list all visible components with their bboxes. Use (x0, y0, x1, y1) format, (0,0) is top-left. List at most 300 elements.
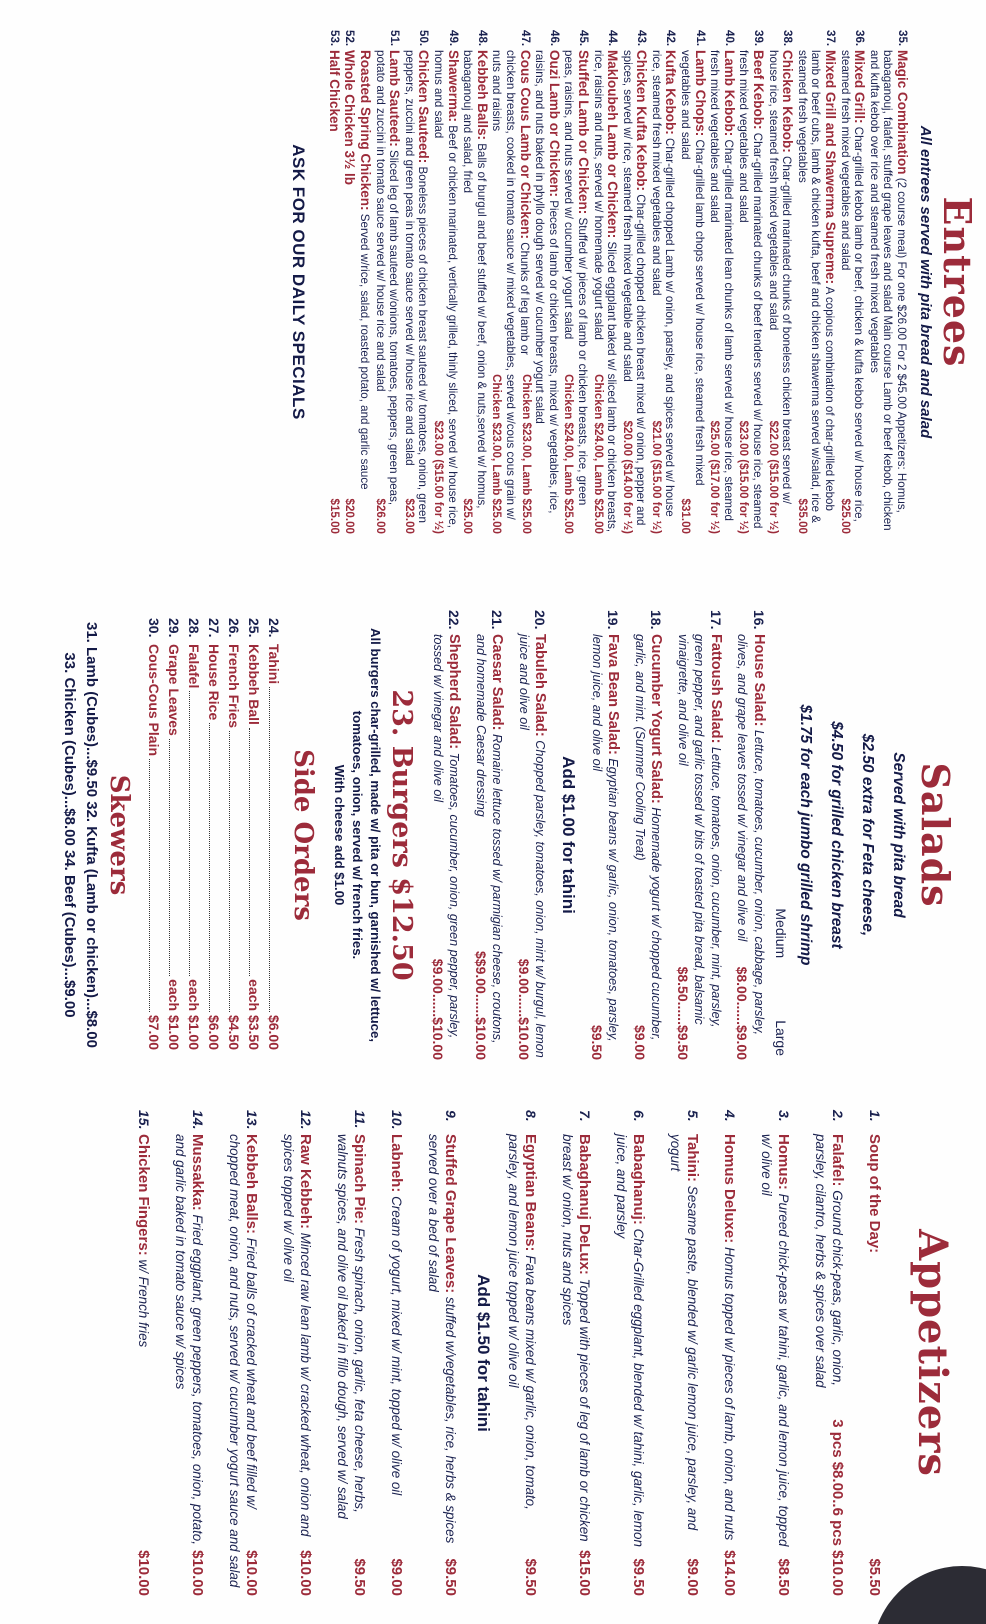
appetizer-price: $10.00 (297, 1550, 314, 1596)
side-order-name: Kebbeh Ball (246, 644, 263, 725)
appetizer-description: Fresh spinach, onion, garlic, feta cheese, herbs, walnuts spices, and olive oil baked in fillo dough, served w/ salad (335, 1134, 367, 1519)
salad-number: 20. (532, 610, 549, 630)
entree-price: $20.00 ($14.00 for ½) (620, 420, 634, 534)
salad-prices: $$9.00......$10.00 (473, 951, 489, 1060)
appetizer-description: Pureed chick-peas w/ tahini, garlic, and lemon juice, topped w/ olive oil (759, 1134, 791, 1547)
entree-name: Cous Cous Lamb or Chicken: (517, 50, 533, 240)
side-order-price: each $3.50 (246, 979, 263, 1050)
appetizer-number: 7. (577, 1110, 593, 1122)
salads-title: Salads (913, 762, 958, 908)
salad-item (734, 610, 767, 1060)
entree-description: Boneless pieces of chicken breast sauteed w/ tomatoes, onion, green peppers, zuccini and green peas in tomato sauce served w/ house rice and salad (402, 50, 430, 523)
entree-name: Roasted Spring Chicken: (358, 50, 374, 211)
salad-description: Lettuce, tomatoes, onion, cucumber, mint, parsley, green pepper, and garlic tossed w/ bits of toasted pita bread, balsamic vinaigrette, and olive oil (676, 634, 723, 1028)
appetizer-number: 5. (685, 1110, 701, 1122)
entree-name: Makloubeh Lamb or Chicken: (605, 50, 621, 239)
entree-item (402, 30, 430, 534)
entree-price: Chicken $24.00, Lamb $25.00 (562, 374, 576, 534)
entree-number: 53. (327, 30, 341, 47)
appetizer-number: 4. (722, 1110, 738, 1122)
entree-number: 35. (896, 30, 909, 47)
entree-number: 37. (824, 30, 838, 47)
appetizer-price: $9.50 (442, 1558, 459, 1596)
entree-name: Chicken Kebob: (780, 50, 796, 153)
appetizer-description: Minced raw lean lamb w/ cracked wheat, onion and spices topped w/ olive oil (281, 1134, 313, 1537)
salad-prices: $8.00......$9.00 (734, 966, 751, 1060)
salad-description: Lettuce, tomatoes, cucumber, onion, cabbage, parsley, olives, and grape leaves tossed w/ vinegar and olive oil (735, 634, 766, 1035)
entree-body (620, 50, 648, 534)
appetizer-price: $10.00 (243, 1550, 260, 1596)
entree-description: Char-grilled marinated chunks of beef tenders served w/ house rice, steamed fresh mixed vegetables and salad (737, 50, 765, 529)
side-order-number: 26. (226, 618, 243, 638)
salads-note-4: $1.75 for each jumbo grilled shrimp (797, 704, 814, 966)
size-large-label: Large (773, 1020, 789, 1056)
side-order-name: House Rice (206, 644, 223, 721)
side-order-leader (250, 728, 265, 976)
appetizer-body (135, 1134, 152, 1596)
appetizer-description: stuffed w/vegetables, rice, herbs & spices served over a bed of salad (426, 1134, 458, 1544)
entree-description: Char-grilled chopped Lamb w/ onion, parsley, and spices served w/ house rice, steamed fresh mixed vegetables and salad (649, 50, 677, 517)
entree-description: A copious combination of char-grilled kebob lamb or beef cubs, lamb & chicken kufta, beef and chicken shawerma served w/salad, rice & steamed fresh vegetables (795, 50, 837, 524)
salad-description: Homemade yogurt w/ chopped cucumber, garlic, and mint. (Summer Cooling Treat) (633, 634, 664, 1041)
entree-item (357, 30, 372, 534)
salad-prices: $9.00 (632, 1024, 648, 1060)
entree-name: Beef Kebob: (751, 50, 767, 130)
salad-item (632, 610, 665, 1060)
entree-body (357, 50, 372, 534)
appetizer-price: $9.50 (522, 1558, 539, 1596)
entree-number: 39. (752, 30, 766, 47)
appetizer-body (425, 1134, 459, 1596)
entree-item (649, 30, 677, 534)
side-order-item (145, 618, 165, 1050)
entree-number: 50. (417, 30, 431, 47)
salad-size-header (773, 610, 789, 1056)
appetizer-body (172, 1134, 206, 1596)
appetizer-body (866, 1134, 883, 1596)
entrees-section (0, 0, 986, 560)
entree-item (562, 30, 590, 534)
entree-item (679, 30, 707, 534)
entree-item (431, 30, 459, 534)
salad-name: Fava Bean Salad: (605, 634, 622, 755)
appetizer-name: Soup of the Day: (866, 1134, 883, 1254)
entree-item (591, 30, 619, 534)
appetizer-name: Spinach Pie: (351, 1134, 368, 1225)
appetizer-description: Fried balls of cracked wheat and beef filled w/ chopped meat, onion, and nuts, served w/ cucumber yogurt sauce and salad (227, 1134, 259, 1588)
entree-item (766, 30, 794, 534)
appetizer-body (667, 1134, 701, 1596)
entree-description: Balls of burgul and beef stuffed w/ beef, onion & nuts,served w/ homus, babaganouj and salad, fried (461, 50, 488, 509)
appetizer-item (425, 1110, 459, 1596)
side-order-item (265, 618, 285, 1050)
burgers-cheese-note: With cheese add $1.00 (332, 764, 348, 906)
entree-number: 42. (664, 30, 678, 47)
salad-body (430, 634, 463, 1060)
salads-note-3: $4.50 for grilled chicken breast (828, 721, 845, 949)
appetizer-description: Ground chick-peas, garlic, onion, parsley, cilantro, herbs & spices over salad (813, 1134, 845, 1388)
entree-item (737, 30, 765, 534)
entree-number: 40. (722, 30, 736, 47)
appetizer-body (505, 1134, 539, 1596)
salads-section (0, 600, 986, 1080)
side-order-name: Tahini (266, 644, 283, 685)
appetizer-number: 9. (443, 1110, 459, 1122)
entree-body (402, 50, 430, 534)
entree-number: 44. (606, 30, 620, 47)
entree-name: Half Chicken (326, 50, 342, 132)
entrees-title: Entrees (935, 196, 980, 368)
entree-name: Lamb Chops: (692, 50, 708, 137)
appetizer-number: 10. (389, 1110, 405, 1130)
entree-body (373, 50, 401, 534)
appetizer-body (226, 1134, 260, 1596)
salad-number: 19. (605, 610, 622, 630)
entree-body (766, 50, 794, 534)
entree-body (838, 50, 866, 534)
entree-body (562, 50, 590, 534)
salad-name: Caesar Salad: (489, 634, 506, 731)
appetizers-section (0, 1100, 986, 1610)
appetizer-item (388, 1110, 405, 1596)
appetizer-name: Babaghanuj: (630, 1134, 647, 1225)
side-order-leader (190, 691, 205, 976)
entree-name: Magic Combination (895, 50, 910, 175)
entree-item (461, 30, 489, 534)
salad-tahini-note: Add $1.00 for tahini (559, 756, 579, 914)
entree-number: 41. (693, 30, 707, 47)
entree-number: 52. (343, 30, 357, 47)
salad-name: Tabuleh Salad: (532, 634, 549, 737)
side-order-number: 28. (186, 618, 203, 638)
appetizer-description: Fried eggplant, green peppers, tomatoes, onion, potato, and garlic baked in tomato sauce w/ spices (173, 1134, 205, 1545)
appetizer-description: Homus topped w/ pieces of lamb, onion, and nuts (722, 1246, 737, 1541)
entree-body (649, 50, 677, 534)
salad-body (589, 634, 622, 1060)
entree-name: Chicken Sauteed: (416, 50, 432, 164)
entree-body (342, 50, 357, 534)
side-order-leader (150, 759, 165, 1012)
appetizer-item (559, 1110, 593, 1596)
entree-item (620, 30, 648, 534)
salad-body (632, 634, 665, 1060)
entree-body (679, 50, 707, 534)
skewers-title: Skewers (104, 774, 135, 896)
entree-body (431, 50, 459, 534)
skewers-line-2: 33. Chicken (Cubes)...$8.00 34. Beef (Cubes)...$9.00 (61, 652, 79, 1018)
side-order-price: each $1.00 (166, 979, 183, 1050)
appetizer-price: $14.00 (721, 1550, 738, 1596)
appetizer-item (280, 1110, 314, 1596)
appetizer-body (559, 1134, 593, 1596)
appetizer-item (866, 1110, 883, 1596)
appetizer-price: $10.00 (135, 1550, 152, 1596)
entree-name: Kebbeh Balls: (474, 50, 490, 141)
salad-prices: $9.00......$10.00 (516, 958, 532, 1060)
appetizer-price: $10.00 (189, 1550, 206, 1596)
appetizer-body (334, 1134, 368, 1596)
salad-prices: $8.50......$9.50 (675, 966, 691, 1060)
side-order-item (245, 618, 265, 1050)
appetizer-price: $5.50 (866, 1558, 883, 1596)
entree-price: $23.00 ($15.00 for ½) (737, 420, 751, 534)
appetizer-price: 3 pcs $8.00..6 pcs $10.00 (829, 1419, 846, 1596)
side-order-item (185, 618, 205, 1050)
salad-body (473, 634, 506, 1060)
salad-body (516, 634, 549, 1060)
appetizer-number: 1. (867, 1110, 883, 1122)
appetizer-name: Homus: (775, 1134, 792, 1190)
entree-item (708, 30, 736, 534)
appetizer-number: 8. (523, 1110, 539, 1122)
entree-name: Ouzi Lamb or Chicken: (546, 50, 562, 198)
salad-number: 22. (446, 610, 463, 630)
entree-description: Char-grilled marinated chunks of boneless chicken breast served w/ house rice, steamed fresh mixed vegetables and salad (766, 50, 794, 504)
entree-price: $35.00 (795, 498, 809, 534)
side-order-name: Grape Leaves (166, 644, 183, 736)
appetizer-name: Chicken Fingers: (135, 1134, 152, 1256)
entree-description: Char-grilled marinated lean chunks of lamb served w/ house rice, steamed fresh mixed vegetables and salad (708, 50, 735, 521)
entree-name: Mixed Grill and Shawerma Supreme: (823, 50, 839, 285)
side-order-leader (210, 723, 225, 1012)
appetizer-number: 6. (631, 1110, 647, 1122)
entree-price: $25.00 (838, 498, 852, 534)
entree-description: Served w/rice, salad, roasted potato, and garlic sauce (358, 213, 372, 490)
appetizer-description: w/ French fries (136, 1259, 151, 1348)
appetizer-name: Stuffed Grape Leaves: (442, 1134, 459, 1294)
entree-body (326, 50, 341, 534)
entree-description: Char-grilled kebob lamb or beef, chicken & kufta kebob served w/ house rice, steamed fresh mixed vegetables and salad (838, 50, 866, 522)
entrees-list (326, 30, 909, 534)
side-order-price: $6.00 (206, 1014, 223, 1050)
side-order-item (205, 618, 225, 1050)
appetizer-body (280, 1134, 314, 1596)
entree-body (795, 50, 837, 534)
appetizer-name: Falafel: (829, 1134, 846, 1187)
entree-number: 46. (547, 30, 561, 47)
entree-item (342, 30, 357, 534)
side-order-leader (230, 731, 245, 1012)
salad-description: Egyptian beans w/ garlic, onion, tomatoes, parsley, lemon juice, and olive oil (590, 634, 621, 1042)
appetizer-price: $9.50 (630, 1558, 647, 1596)
entree-description: Pieces of lamb or chicken breasts, mixed w/ vegetables, rice, raisins, and nuts baked in phyllo dough served w/ cucumber yogurt salad (533, 50, 560, 514)
salad-name: Shepherd Salad: (446, 634, 463, 750)
appetizer-price: $8.50 (775, 1558, 792, 1596)
appetizer-body (812, 1134, 846, 1596)
entree-price: $21.00 ($15.00 for ½) (649, 420, 663, 534)
side-order-price: $6.00 (266, 1014, 283, 1050)
appetizer-body (758, 1134, 792, 1596)
salad-description: Chopped parsley, tomatoes, onion, mint w/ burgul, lemon juice and olive oil (517, 634, 548, 1058)
salad-body (734, 634, 767, 1060)
appetizer-number: 15. (136, 1110, 152, 1130)
appetizer-item (135, 1110, 152, 1596)
side-order-name: Falafel (186, 644, 203, 689)
entree-number: 38. (781, 30, 795, 47)
salad-name: House Salad: (751, 634, 767, 727)
entree-item (795, 30, 837, 534)
appetizer-item (226, 1110, 260, 1596)
appetizer-item (667, 1110, 701, 1596)
salad-description: Tomatoes, cucumber, onion, green pepper, parsley, tossed w/ vinegar and olive oil (431, 634, 462, 1039)
side-order-leader (170, 739, 185, 976)
entree-price: Chicken $23.00, Lamb $25.00 (519, 374, 533, 534)
entree-description: Char-grilled chopped chicken breast mixed w/ onion, pepper and spices, served w/ rice, steamed fresh mixed vegetable and salad (620, 50, 648, 526)
salad-prices: $9.50 (589, 1024, 605, 1060)
entree-body (490, 50, 532, 534)
entree-name: Chicken Kufta Kebob: (634, 50, 650, 192)
appetizer-description: Topped with pieces of leg of lamb or chicken breast w/ onion, nuts and spices (560, 1134, 592, 1542)
entree-body (867, 50, 909, 534)
salad-number: 16. (751, 610, 767, 630)
salad-number: 21. (489, 610, 506, 630)
appetizer-body (388, 1134, 405, 1596)
salad-description: Romaine lettuce tossed w/ parmigian cheese, croutons, and homemade Caesar dressing (474, 634, 505, 1044)
salad-name: Cucumber Yogurt Salad: (648, 634, 665, 804)
appetizer-number: 14. (190, 1110, 206, 1130)
appetizer-description: Sesame paste, blended w/ garlic lemon juice, parsley, and yogurt (668, 1134, 700, 1531)
appetizer-item (334, 1110, 368, 1596)
entree-price: $23.00 ($15.00 for ½) (432, 420, 445, 534)
daily-specials-note: ASK FOR OUR DAILY SPECIALS (289, 144, 309, 420)
entree-name: Mixed Grill: (852, 50, 868, 124)
appetizer-tahini-note: Add $1.50 for tahini (474, 1274, 493, 1432)
side-order-item (165, 618, 185, 1050)
entree-number: 49. (446, 30, 460, 47)
appetizer-name: Babaghanuj DeLux: (576, 1134, 593, 1275)
entree-body (461, 50, 489, 534)
appetizer-number: 2. (830, 1110, 846, 1122)
side-order-number: 29. (166, 618, 183, 638)
appetizer-item (172, 1110, 206, 1596)
burgers-title: 23. Burgers $12.50 (386, 689, 418, 981)
salad-item (675, 610, 725, 1060)
entrees-subtitle: All entrees served with pita bread and salad (917, 125, 934, 439)
appetizer-body (721, 1134, 738, 1596)
appetizer-item (505, 1110, 539, 1596)
entree-price: $22.00 ($15.00 for ½) (766, 420, 780, 534)
entree-price: $26.00 (373, 498, 387, 534)
salads-note-2: $2.50 extra for Feta cheese, (859, 733, 876, 937)
salad-item (589, 610, 622, 1060)
entree-item (490, 30, 532, 534)
entree-name: Lamb Sauteed: (387, 50, 403, 147)
salad-name: Fattoush Salad: (708, 634, 724, 744)
appetizer-number: 13. (244, 1110, 260, 1130)
entree-price: $23.00 (402, 498, 416, 534)
entree-price: $20.00 (343, 498, 357, 534)
appetizer-name: Raw Kebbeh: (297, 1134, 314, 1230)
appetizer-item (721, 1110, 738, 1596)
appetizer-name: Egyptian Beans: (522, 1134, 539, 1252)
entree-body (737, 50, 765, 534)
appetizer-body (613, 1134, 647, 1596)
appetizer-number: 3. (776, 1110, 792, 1122)
entree-price: Chicken $24.00, Lamb $25.00 (591, 374, 605, 534)
side-order-number: 27. (206, 618, 223, 638)
appetizer-description: Fava beans mixed w/ garlic, onion, tomato, parsley, and lemon juice topped w/ olive oil (506, 1134, 538, 1510)
appetizer-item (758, 1110, 792, 1596)
entree-number: 51. (388, 30, 402, 47)
appetizer-name: Kebbeh Balls: (243, 1134, 260, 1235)
appetizer-description: Char-Grilled eggplant, blended w/ tahini, garlic, lemon juice, and parsley (614, 1134, 646, 1547)
entree-item (838, 30, 866, 534)
appetizer-name: Mussakka: (189, 1134, 206, 1211)
entree-name: Lamb Kebob: (721, 50, 737, 137)
entree-name: Whole Chicken 3½ lb (342, 50, 358, 186)
side-order-number: 25. (246, 618, 263, 638)
side-order-number: 24. (266, 618, 283, 638)
side-order-leader (270, 687, 285, 1012)
entree-body (591, 50, 619, 534)
salad-prices: $9.00......$10.00 (430, 958, 446, 1060)
side-orders-list (145, 618, 285, 1050)
salad-number: 17. (708, 610, 724, 630)
side-orders-title: Side Orders (288, 749, 319, 921)
salad-item (430, 610, 463, 1060)
entree-description: Stuffed w/ pieces of lamb or chicken breasts, rice, green peas, raisins, and nuts served w/ cucumber yogurt salad (562, 50, 589, 506)
side-order-item (225, 618, 245, 1050)
entree-body (708, 50, 736, 534)
appetizer-item (613, 1110, 647, 1596)
entree-name: Kufta Kebob: (663, 50, 679, 135)
salad-item (473, 610, 506, 1060)
entree-number: 47. (518, 30, 532, 47)
entree-description: Sliced eggplant baked w/ sliced lamb or chicken breasts, rice, raisins and nuts, served w/ homemade yogurt salad (591, 50, 619, 533)
appetizer-price: $9.00 (388, 1558, 405, 1596)
entree-price: $25.00 (461, 498, 475, 534)
entree-description: Char-grilled lamb chops served w/ house rice, steamed fresh mixed vegetables and salad (679, 50, 706, 486)
side-order-number: 30. (146, 618, 163, 638)
entree-price: Chicken $23.00, Lamb $25.00 (490, 374, 504, 534)
entree-number: 36. (853, 30, 867, 47)
salad-number: 18. (648, 610, 665, 630)
salads-note-1: Served with pita bread (890, 752, 907, 918)
appetizer-number: 12. (298, 1110, 314, 1130)
entree-description: Beef or chicken marinated, vertically grilled, thinly sliced, served w/ house rice, homus and salad (432, 50, 459, 529)
appetizers-title: Appetizers (909, 1229, 956, 1477)
entree-item (867, 30, 909, 534)
salad-item (516, 610, 549, 1060)
entree-price: $15.00 (327, 498, 341, 534)
appetizer-description: Cream of yogurt, mixed w/ mint, topped w/ olive oil (389, 1196, 404, 1496)
side-order-price: $4.50 (226, 1014, 243, 1050)
side-order-name: Cous-Cous Plain (146, 644, 163, 757)
appetizer-number: 11. (352, 1110, 368, 1129)
appetizer-price: $15.00 (576, 1550, 593, 1596)
burgers-description: All burgers char-grilled, made w/ pita or bun, garnished w/ lettuce, tomatoes, onion, served w/ french fries. (350, 627, 384, 1042)
appetizers-list (135, 1110, 883, 1596)
entree-number: 48. (475, 30, 489, 47)
appetizer-name: Tahini: (684, 1134, 701, 1183)
appetizer-price: $9.50 (351, 1558, 368, 1596)
entree-number: 43. (635, 30, 649, 47)
appetizer-name: Homus Deluxe: (721, 1134, 738, 1244)
size-medium-label: Medium (773, 908, 789, 959)
side-order-price: $7.00 (146, 1014, 163, 1050)
entree-item (373, 30, 401, 534)
salads-list (430, 610, 768, 1060)
entree-description: Sliced leg of lamb sauteed w/onions, tomatoes, peppers, green peas, potato and zuccini in tomato sauce served w/ house rice and salad (373, 50, 401, 506)
appetizer-name: Labneh: (388, 1134, 405, 1193)
entree-item (326, 30, 341, 534)
skewers-line-1: 31. Lamb (Cubes)...$9.50 32. Kufta (Lamb or chicken)...$8.00 (83, 622, 101, 1048)
appetizer-price: $9.00 (684, 1558, 701, 1596)
entree-price: $25.00 ($17.00 for ½) (708, 420, 722, 534)
entree-description: Chunks of leg lamb or chicken breasts, cooked in tomato sauce w/ mixed vegetables, served w/cous cous grain w/ nuts and raisins (490, 50, 531, 520)
side-order-price: each $1.00 (186, 979, 203, 1050)
entree-name: Shawerma: (445, 50, 461, 123)
